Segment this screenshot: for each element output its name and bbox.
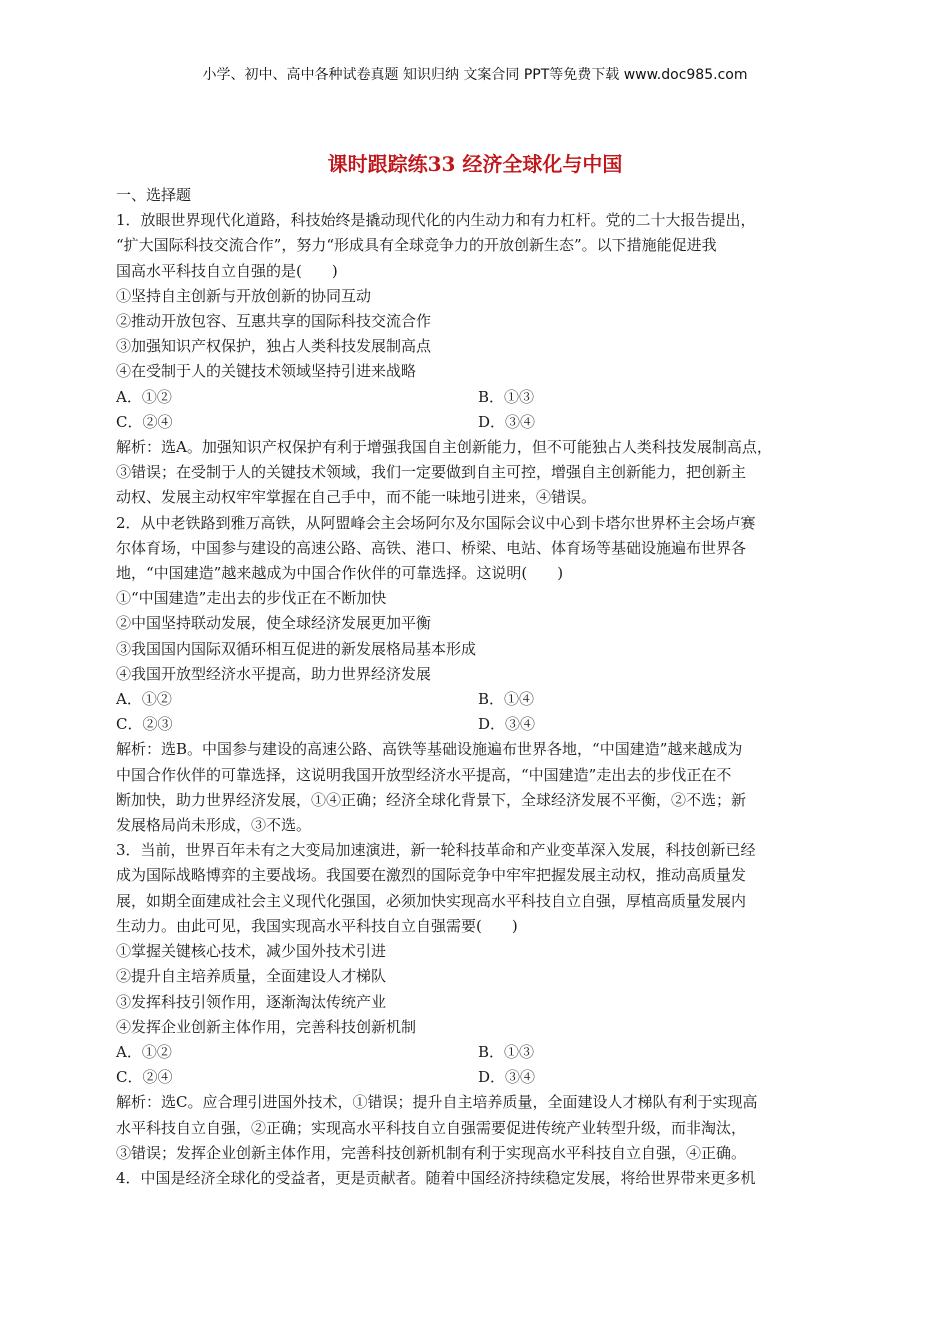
question-item: ④我国开放型经济水平提高，助力世界经济发展 — [116, 664, 432, 683]
question-item: ④发挥企业创新主体作用，完善科技创新机制 — [116, 1017, 417, 1036]
question-item: ①掌握关键核心技术，减少国外技术引进 — [116, 942, 387, 961]
option-b: B．①③ — [478, 387, 535, 406]
analysis-line: ③错误；在受制于人的关键技术领域，我们一定要做到自主可控，增强自主创新能力，把创新主 — [116, 463, 747, 482]
option-b: B．①③ — [478, 1042, 535, 1061]
option-b: B．①④ — [478, 690, 535, 709]
option-row — [116, 385, 836, 410]
analysis-line: 解析：选B。中国参与建设的高速公路、高铁等基础设施遍布世界各地，“中国建造”越来越成为 — [116, 740, 743, 759]
analysis-line: 断加快，助力世界经济发展，①④正确；经济全球化背景下，全球经济发展不平衡，②不选；新 — [116, 790, 747, 809]
option-a: A．①② — [116, 1042, 172, 1061]
question-item: ②提升自主培养质量，全面建设人才梯队 — [116, 967, 387, 986]
option-c: C．②③ — [116, 715, 173, 734]
question-stem-line: 生动力。由此可见，我国实现高水平科技自立自强需要( ) — [116, 916, 518, 935]
question-stem-line: “扩大国际科技交流合作”，努力“形成具有全球竞争力的开放创新生态”。以下措施能促进我 — [116, 236, 717, 255]
option-c: C．②④ — [116, 412, 173, 431]
analysis-line: 水平科技自立自强，②正确；实现高水平科技自立自强需要促进传统产业转型升级，而非淘汰， — [116, 1118, 747, 1137]
question-1 — [116, 208, 836, 510]
question-item: ①“中国建造”走出去的步伐正在不断加快 — [116, 589, 387, 608]
question-item: ③我国国内国际双循环相互促进的新发展格局基本形成 — [116, 639, 477, 658]
analysis-line: 发展格局尚未形成，③不选。 — [116, 816, 312, 835]
analysis-line: 解析：选A。加强知识产权保护有利于增强我国自主创新能力，但不可能独占人类科技发展制高点， — [116, 438, 772, 457]
question-item: ④在受制于人的关键技术领域坚持引进来战略 — [116, 362, 417, 381]
analysis-line: 中国合作伙伴的可靠选择，这说明我国开放型经济水平提高，“中国建造”走出去的步伐正在不 — [116, 765, 732, 784]
option-row — [116, 687, 836, 712]
document-body — [116, 183, 836, 1191]
question-stem-line: 成为国际战略博弈的主要战场。我国要在激烈的国际竞争中牢牢把握发展主动权，推动高质量发 — [116, 866, 747, 885]
question-3 — [116, 838, 836, 1166]
question-stem-line: 展，如期全面建成社会主义现代化强国，必须加快实现高水平科技自立自强，厚植高质量发展内 — [116, 891, 747, 910]
option-d: D．③④ — [478, 1068, 536, 1087]
question-stem-line: 国高水平科技自立自强的是( ) — [116, 261, 338, 280]
question-stem-line: 1．放眼世界现代化道路，科技始终是撬动现代化的内生动力和有力杠杆。党的二十大报告提出， — [116, 211, 756, 230]
option-d: D．③④ — [478, 412, 536, 431]
option-row — [116, 712, 836, 737]
question-stem-line: 3．当前，世界百年未有之大变局加速演进，新一轮科技革命和产业变革深入发展，科技创新已经 — [116, 841, 756, 860]
question-4 — [116, 1166, 836, 1191]
option-row — [116, 410, 836, 435]
question-item: ②中国坚持联动发展，使全球经济发展更加平衡 — [116, 614, 432, 633]
question-item: ③发挥科技引领作用，逐渐淘汰传统产业 — [116, 992, 387, 1011]
question-item: ②推动开放包容、互惠共享的国际科技交流合作 — [116, 312, 432, 331]
document-title: 课时跟踪练33 经济全球化与中国 — [327, 152, 623, 176]
analysis-line: 解析：选C。应合理引进国外技术，①错误；提升自主培养质量，全面建设人才梯队有利于实现高 — [116, 1093, 758, 1112]
option-c: C．②④ — [116, 1068, 173, 1087]
question-item: ③加强知识产权保护，独占人类科技发展制高点 — [116, 337, 432, 356]
page-header-banner: 小学、初中、高中各种试卷真题 知识归纳 文案合同 PPT等免费下载 www.doc985.com — [202, 67, 748, 83]
option-a: A．①② — [116, 387, 172, 406]
option-a: A．①② — [116, 690, 172, 709]
section-heading: 一、选择题 — [116, 186, 192, 204]
question-2 — [116, 511, 836, 839]
question-stem-line: 4．中国是经济全球化的受益者，更是贡献者。随着中国经济持续稳定发展，将给世界带来更多机 — [116, 1168, 756, 1187]
analysis-line: ③错误；发挥企业创新主体作用，完善科技创新机制有利于实现高水平科技自立自强，④正确。 — [116, 1143, 747, 1162]
option-d: D．③④ — [478, 715, 536, 734]
question-stem-line: 地，“中国建造”越来越成为中国合作伙伴的可靠选择。这说明( ) — [116, 564, 564, 583]
question-stem-line: 2．从中老铁路到雅万高铁，从阿盟峰会主会场阿尔及尔国际会议中心到卡塔尔世界杯主会场卢赛 — [116, 513, 756, 532]
analysis-line: 动权、发展主动权牢牢掌握在自己手中，而不能一味地引进来，④错误。 — [116, 488, 597, 507]
question-stem-line: 尔体育场，中国参与建设的高速公路、高铁、港口、桥梁、电站、体育场等基础设施遍布世界各 — [116, 538, 747, 557]
option-row — [116, 1040, 836, 1065]
option-row — [116, 1065, 836, 1090]
question-item: ①坚持自主创新与开放创新的协同互动 — [116, 286, 372, 305]
